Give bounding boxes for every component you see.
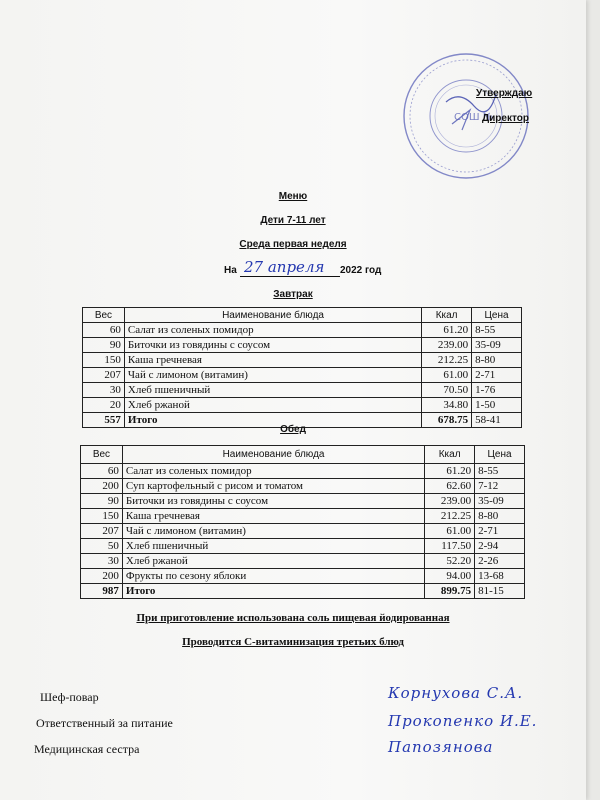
row-kcal: 34.80: [422, 398, 472, 413]
total-row: [81, 584, 525, 599]
nurse-signature: Папозянова: [388, 738, 494, 756]
table-row: [81, 464, 525, 479]
table-header: [81, 446, 525, 464]
row-kcal: 94.00: [425, 569, 475, 584]
row-weight: 200: [81, 569, 123, 584]
row-weight: 30: [81, 554, 123, 569]
approve-label: Утверждаю: [476, 88, 533, 99]
nutrition-officer-signature: Прокопенко И.Е.: [388, 712, 538, 730]
row-dish: Каша гречневая: [124, 353, 421, 368]
row-dish: Хлеб пшеничный: [122, 539, 424, 554]
row-price: 1-76: [472, 383, 522, 398]
row-weight: 90: [83, 338, 125, 353]
col-name: Наименование блюда: [122, 446, 424, 464]
row-weight: 200: [81, 479, 123, 494]
row-dish: Хлеб ржаной: [124, 398, 421, 413]
row-weight: 30: [83, 383, 125, 398]
breakfast-title: Завтрак: [273, 289, 313, 300]
row-weight: 90: [81, 494, 123, 509]
row-price: 2-71: [472, 368, 522, 383]
row-kcal: 61.20: [422, 323, 472, 338]
row-kcal: 70.50: [422, 383, 472, 398]
total-kcal: 678.75: [422, 413, 472, 428]
row-price: 2-26: [475, 554, 525, 569]
row-dish: Чай с лимоном (витамин): [124, 368, 421, 383]
table-row: [81, 509, 525, 524]
table-row: [83, 338, 522, 353]
row-dish: Чай с лимоном (витамин): [122, 524, 424, 539]
row-dish: Биточки из говядины с соусом: [124, 338, 421, 353]
table-row: [83, 323, 522, 338]
row-weight: 150: [83, 353, 125, 368]
row-kcal: 62.60: [425, 479, 475, 494]
row-kcal: 117.50: [425, 539, 475, 554]
table-row: [81, 539, 525, 554]
row-dish: Суп картофельный с рисом и томатом: [122, 479, 424, 494]
col-name: Наименование блюда: [124, 308, 421, 323]
row-dish: Биточки из говядины с соусом: [122, 494, 424, 509]
row-dish: Хлеб пшеничный: [124, 383, 421, 398]
table-row: [83, 353, 522, 368]
total-weight: 557: [83, 413, 125, 428]
row-weight: 60: [83, 323, 125, 338]
row-kcal: 61.00: [422, 368, 472, 383]
row-weight: 60: [81, 464, 123, 479]
nurse-role: Медицинская сестра: [34, 742, 140, 756]
director-label: Директор: [482, 113, 529, 124]
row-price: 2-94: [475, 539, 525, 554]
col-price: Цена: [472, 308, 522, 323]
table-row: [81, 524, 525, 539]
row-price: 35-09: [475, 494, 525, 509]
table-row: [81, 554, 525, 569]
stamp-text: СОШ №: [454, 112, 494, 123]
date-prefix: На: [224, 265, 237, 276]
table-header: [83, 308, 522, 323]
nutrition-officer-role: Ответственный за питание: [36, 716, 173, 730]
row-dish: Салат из соленых помидор: [124, 323, 421, 338]
row-kcal: 52.20: [425, 554, 475, 569]
row-kcal: 212.25: [425, 509, 475, 524]
table-row: [83, 398, 522, 413]
menu-title: Меню: [278, 191, 308, 202]
lunch-table: [80, 445, 525, 599]
total-weight: 987: [81, 584, 123, 599]
table-row: [81, 569, 525, 584]
row-price: 8-55: [475, 464, 525, 479]
chef-signature: Корнухова С.А.: [388, 684, 524, 702]
row-price: 13-68: [475, 569, 525, 584]
row-weight: 207: [81, 524, 123, 539]
col-kcal: Ккал: [425, 446, 475, 464]
date-underline: [240, 276, 340, 277]
total-price: 58-41: [472, 413, 522, 428]
row-weight: 150: [81, 509, 123, 524]
row-price: 35-09: [472, 338, 522, 353]
lunch-title: Обед: [280, 424, 306, 435]
col-price: Цена: [475, 446, 525, 464]
table-row: [83, 368, 522, 383]
col-kcal: Ккал: [422, 308, 472, 323]
table-row: [81, 494, 525, 509]
day-of-week: Среда первая неделя: [239, 239, 347, 250]
table-row: [81, 479, 525, 494]
vitamin-note: Проводится С-витаминизация третьих блюд: [182, 636, 404, 648]
row-price: 8-80: [475, 509, 525, 524]
salt-note: При приготовление использована соль пищевая йодированная: [136, 612, 450, 624]
row-kcal: 212.25: [422, 353, 472, 368]
row-dish: Салат из соленых помидор: [122, 464, 424, 479]
row-dish: Фрукты по сезону яблоки: [122, 569, 424, 584]
row-kcal: 239.00: [425, 494, 475, 509]
col-weight: Вес: [81, 446, 123, 464]
age-group: Дети 7-11 лет: [260, 215, 326, 226]
row-price: 1-50: [472, 398, 522, 413]
row-price: 7-12: [475, 479, 525, 494]
row-weight: 207: [83, 368, 125, 383]
total-label: Итого: [124, 413, 421, 428]
chef-role: Шеф-повар: [40, 690, 99, 704]
total-label: Итого: [122, 584, 424, 599]
row-price: 8-55: [472, 323, 522, 338]
row-kcal: 61.20: [425, 464, 475, 479]
row-price: 2-71: [475, 524, 525, 539]
table-row: [83, 383, 522, 398]
total-kcal: 899.75: [425, 584, 475, 599]
row-weight: 20: [83, 398, 125, 413]
row-kcal: 239.00: [422, 338, 472, 353]
col-weight: Вес: [83, 308, 125, 323]
breakfast-table: [82, 307, 522, 428]
row-dish: Хлеб ржаной: [122, 554, 424, 569]
row-price: 8-80: [472, 353, 522, 368]
row-kcal: 61.00: [425, 524, 475, 539]
date-year: 2022 год: [340, 265, 382, 276]
row-dish: Каша гречневая: [122, 509, 424, 524]
date-line: [210, 258, 410, 280]
row-weight: 50: [81, 539, 123, 554]
total-price: 81-15: [475, 584, 525, 599]
date-handwritten: 27 апреля: [244, 258, 325, 276]
